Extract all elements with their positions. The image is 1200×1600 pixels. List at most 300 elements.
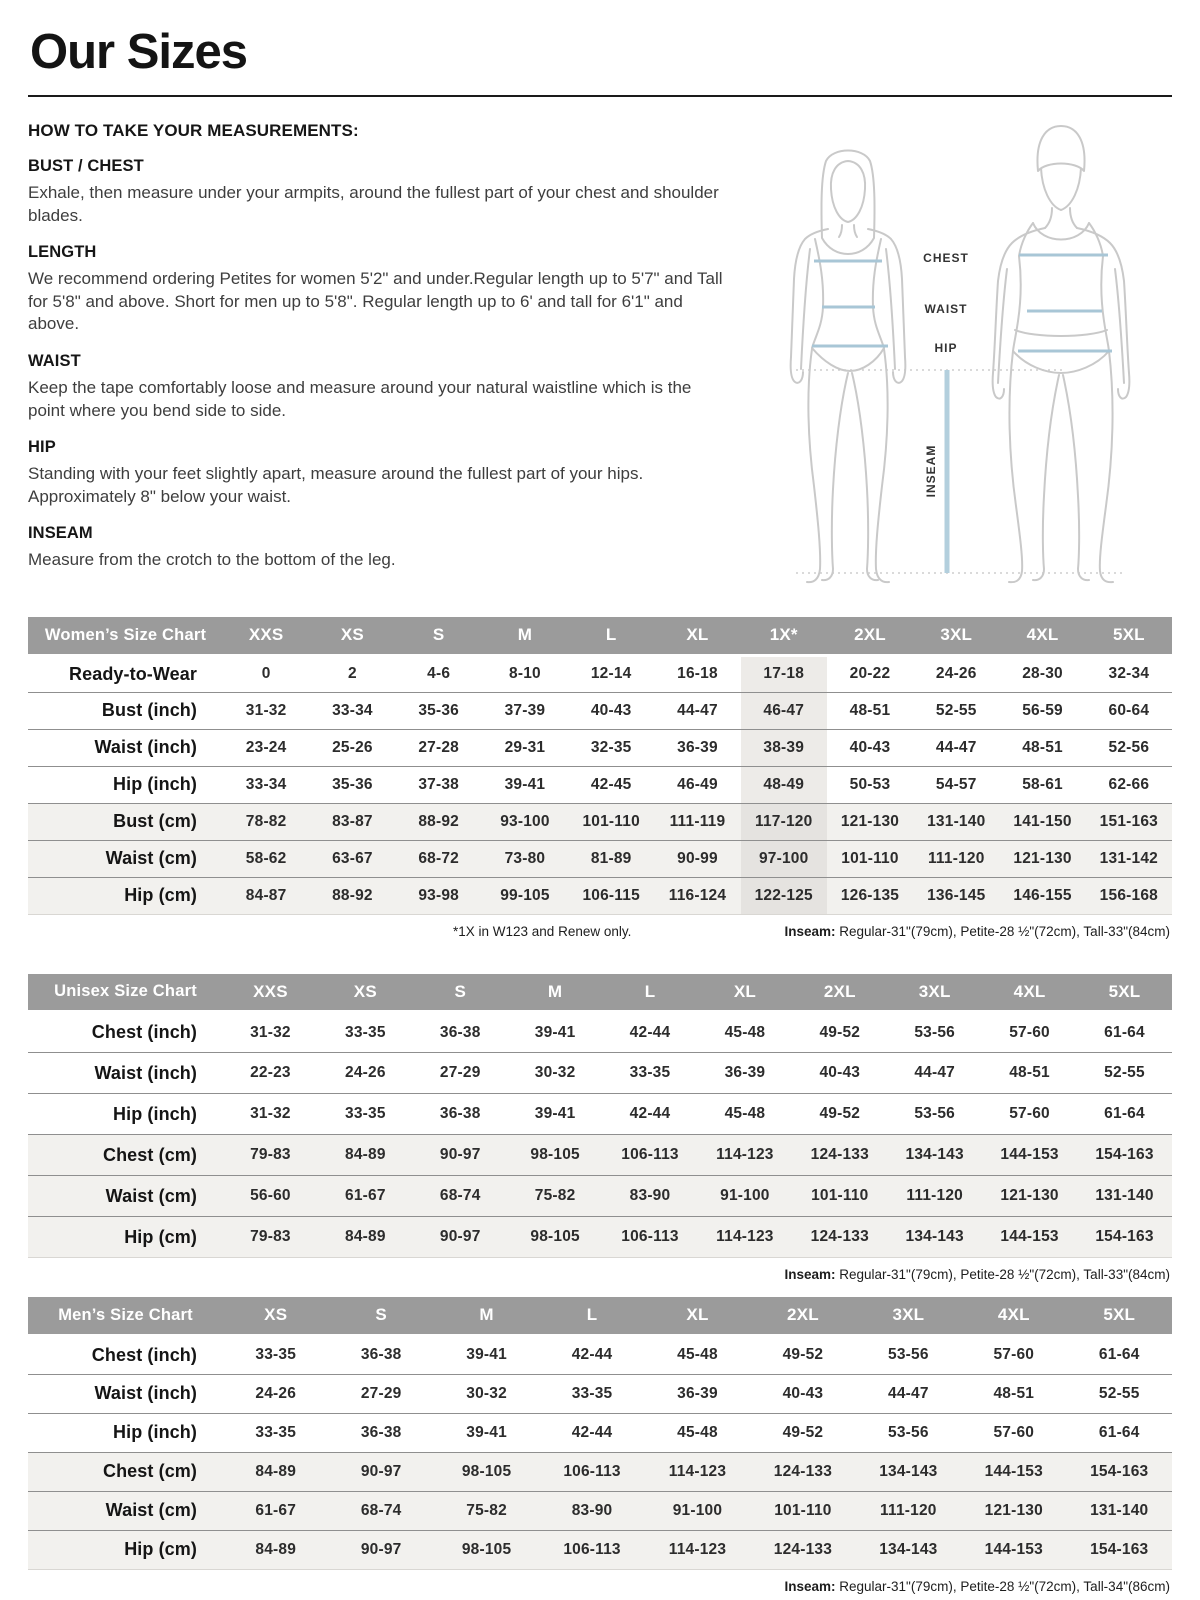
footnote-inseam-label: Inseam:	[784, 1578, 836, 1594]
table-row	[28, 803, 1172, 840]
footnote-inseam: Inseam: Regular-31"(79cm), Petite-28 ½"(72cm), Tall-33"(84cm)	[784, 923, 1170, 939]
size-cell: 91-100	[697, 1176, 792, 1217]
column-header: XL	[697, 974, 792, 1012]
size-cell: 36-38	[439, 1105, 481, 1122]
table-row	[28, 1413, 1172, 1452]
table-row	[28, 1176, 1172, 1217]
size-cell: 24-26	[345, 1064, 386, 1081]
section-body: Exhale, then measure under your armpits, around the fullest part of your chest and shoulder blades.	[28, 183, 719, 225]
column-header: 5XL	[1077, 974, 1172, 1012]
row-label: Waist (inch)	[94, 737, 197, 757]
size-cell: 121-130	[961, 1491, 1066, 1530]
size-cell: 33-34	[245, 775, 287, 793]
size-cell: 46-49	[677, 775, 718, 793]
section-title: BUST / CHEST	[28, 157, 144, 175]
size-cell: 144-153	[961, 1530, 1066, 1569]
footnote-inseam: Inseam: Regular-31"(79cm), Petite-28 ½"(72cm), Tall-33"(84cm)	[784, 1267, 1170, 1282]
size-cell: 42-44	[629, 1023, 671, 1041]
size-cell: 30-32	[466, 1384, 507, 1402]
size-cell: 141-150	[999, 803, 1085, 840]
section-inseam	[28, 524, 728, 572]
table-row	[28, 1491, 1172, 1530]
size-cell: 24-26	[935, 665, 977, 682]
size-cell: 0	[261, 665, 271, 682]
row-label: Waist (cm)	[28, 1176, 223, 1217]
section-bust-chest	[28, 157, 728, 227]
size-cell: 75-82	[434, 1491, 539, 1530]
column-header: XXS	[223, 974, 318, 1012]
table-footnotes	[28, 1579, 1172, 1599]
section-body: Measure from the crotch to the bottom of the leg.	[28, 550, 396, 570]
size-cell: 33-35	[345, 1105, 386, 1122]
size-cell: 90-99	[654, 840, 740, 877]
row-label: Hip (cm)	[28, 1530, 223, 1569]
size-cell: 83-87	[309, 803, 395, 840]
table-row	[28, 1217, 1172, 1258]
column-header: XL	[654, 617, 740, 655]
size-cell: 84-89	[223, 1452, 328, 1491]
size-cell: 49-52	[819, 1023, 861, 1041]
size-cell: 144-153	[982, 1217, 1077, 1258]
size-cell: 124-133	[792, 1135, 887, 1176]
size-cell: 33-35	[255, 1423, 297, 1441]
size-cell: 25-26	[332, 738, 373, 756]
size-cell: 131-140	[1077, 1176, 1172, 1217]
size-cell: 90-97	[328, 1452, 433, 1491]
table-row	[28, 877, 1172, 914]
size-cell: 73-80	[482, 840, 568, 877]
size-cell: 61-64	[1104, 1023, 1145, 1041]
size-cell: 31-32	[245, 701, 287, 719]
size-cell: 151-163	[1086, 803, 1172, 840]
size-cell: 42-44	[571, 1346, 613, 1363]
size-cell: 58-62	[223, 840, 309, 877]
unisex-size-chart	[28, 974, 1172, 1259]
footnote-inseam-label: Inseam:	[784, 923, 836, 939]
size-cell: 98-105	[508, 1135, 603, 1176]
column-header: S	[328, 1297, 433, 1335]
size-cell: 146-155	[999, 877, 1085, 914]
size-cell: 58-61	[1022, 775, 1063, 793]
size-cell: 134-143	[887, 1217, 982, 1258]
row-label: Bust (inch)	[101, 700, 197, 720]
size-cell: 88-92	[309, 877, 395, 914]
row-label: Hip (inch)	[113, 1422, 197, 1442]
table-row	[28, 729, 1172, 766]
column-header: 2XL	[827, 617, 913, 655]
size-cell: 84-89	[318, 1135, 413, 1176]
size-cell: 98-105	[434, 1530, 539, 1569]
size-cell: 106-113	[603, 1135, 698, 1176]
woman-figure	[791, 151, 906, 583]
size-cell: 83-90	[603, 1176, 698, 1217]
size-cell: 49-52	[782, 1346, 824, 1363]
size-cell: 154-163	[1067, 1530, 1173, 1569]
intro-row	[28, 119, 1172, 599]
size-cell: 154-163	[1077, 1135, 1172, 1176]
size-cell: 63-67	[309, 840, 395, 877]
row-label: Waist (cm)	[28, 840, 223, 877]
table-title: Women’s Size Chart	[28, 617, 223, 655]
size-cell: 136-145	[913, 877, 999, 914]
woman-torso-sides	[812, 239, 884, 348]
table-footnotes	[28, 924, 1172, 944]
size-cell: 90-97	[328, 1530, 433, 1569]
mens-size-chart-section	[28, 1297, 1172, 1599]
section-title: WAIST	[28, 352, 81, 371]
table-row	[28, 1135, 1172, 1176]
size-cell: 78-82	[223, 803, 309, 840]
man-left-leg-outer	[1009, 351, 1022, 582]
size-cell: 60-64	[1108, 701, 1150, 719]
column-header: 2XL	[750, 1297, 855, 1335]
size-cell: 39-41	[466, 1346, 507, 1363]
size-cell: 22-23	[250, 1064, 291, 1081]
size-cell: 52-55	[1098, 1384, 1140, 1402]
size-cell: 84-87	[223, 877, 309, 914]
woman-left-leg-outer	[807, 349, 820, 582]
size-cell: 117-120	[741, 803, 827, 840]
size-cell: 90-97	[413, 1217, 508, 1258]
table-row	[28, 655, 1172, 692]
size-cell: 24-26	[255, 1384, 297, 1402]
size-cell: 44-47	[914, 1064, 955, 1081]
row-label: Waist (inch)	[94, 1383, 197, 1403]
size-cell: 154-163	[1067, 1452, 1173, 1491]
size-cell: 27-29	[439, 1064, 481, 1081]
size-cell: 20-22	[849, 665, 891, 682]
size-cell: 114-123	[697, 1135, 792, 1176]
row-label: Waist (cm)	[28, 1491, 223, 1530]
row-label: Bust (cm)	[28, 803, 223, 840]
size-cell: 40-43	[849, 738, 891, 756]
size-cell: 33-35	[345, 1023, 386, 1041]
size-cell: 126-135	[827, 877, 913, 914]
size-cell: 52-55	[935, 701, 977, 719]
size-cell: 40-43	[782, 1384, 824, 1402]
section-title: LENGTH	[28, 243, 97, 262]
man-left-arm-inner	[998, 269, 1007, 383]
size-cell: 124-133	[750, 1452, 855, 1491]
size-cell: 91-100	[645, 1491, 750, 1530]
size-cell: 42-44	[571, 1423, 613, 1441]
size-cell: 8-10	[509, 665, 541, 682]
size-cell: 68-74	[413, 1176, 508, 1217]
man-tank-hem	[1015, 330, 1107, 336]
size-cell: 27-28	[418, 738, 459, 756]
section-waist	[28, 352, 728, 422]
size-cell: 48-51	[1022, 738, 1063, 756]
size-cell: 48-51	[1009, 1064, 1050, 1081]
size-cell: 44-47	[888, 1384, 929, 1402]
column-header: 4XL	[982, 974, 1077, 1012]
size-cell: 32-35	[590, 738, 632, 756]
table-row	[28, 692, 1172, 729]
column-header: XS	[318, 974, 413, 1012]
section-title: HIP	[28, 438, 56, 457]
size-cell: 33-35	[629, 1064, 671, 1081]
size-cell: 42-45	[590, 775, 632, 793]
size-cell: 57-60	[993, 1346, 1035, 1363]
table-row	[28, 1374, 1172, 1413]
size-cell: 81-89	[568, 840, 654, 877]
size-cell: 36-38	[360, 1346, 402, 1363]
unisex-size-chart-section	[28, 974, 1172, 1288]
section-body: Keep the tape comfortably loose and measure around your natural waistline which is the point where you bend side to side.	[28, 378, 692, 420]
size-cell: 32-34	[1108, 665, 1150, 682]
column-header: 1X*	[741, 617, 827, 655]
row-label: Ready-to-Wear	[69, 663, 197, 684]
size-cell: 114-123	[645, 1452, 750, 1491]
size-cell: 23-24	[245, 738, 287, 756]
size-cell: 45-48	[724, 1105, 766, 1122]
size-cell: 31-32	[250, 1105, 291, 1122]
body-figures-illustration	[748, 121, 1172, 599]
inseam-label: INSEAM	[924, 444, 938, 498]
womens-size-chart-section	[28, 617, 1172, 944]
man-tank-neckline	[1033, 223, 1089, 240]
size-cell: 124-133	[792, 1217, 887, 1258]
size-cell: 36-38	[439, 1023, 481, 1041]
size-cell: 53-56	[888, 1423, 929, 1441]
table-title: Men’s Size Chart	[28, 1297, 223, 1335]
column-header: 4XL	[961, 1297, 1066, 1335]
table-row	[28, 766, 1172, 803]
size-cell: 144-153	[982, 1135, 1077, 1176]
column-header: XS	[309, 617, 395, 655]
footnote-inseam-label: Inseam:	[784, 1267, 836, 1282]
size-cell: 154-163	[1077, 1217, 1172, 1258]
size-cell: 49-52	[819, 1105, 861, 1122]
man-left-leg-inner	[1033, 375, 1059, 580]
row-label: Hip (cm)	[28, 1217, 223, 1258]
table-row	[28, 1452, 1172, 1491]
size-cell: 56-60	[223, 1176, 318, 1217]
row-label: Chest (inch)	[91, 1344, 197, 1365]
size-cell: 36-39	[724, 1064, 766, 1081]
size-cell: 101-110	[827, 840, 913, 877]
size-cell: 101-110	[568, 803, 654, 840]
measurement-diagram	[748, 121, 1172, 599]
size-cell: 37-39	[504, 701, 546, 719]
size-cell: 48-49	[741, 766, 827, 803]
row-label: Hip (cm)	[28, 877, 223, 914]
table-row	[28, 840, 1172, 877]
size-cell: 50-53	[849, 775, 891, 793]
column-header: 5XL	[1067, 1297, 1173, 1335]
chest-label: CHEST	[923, 251, 969, 265]
size-cell: 33-34	[332, 701, 373, 719]
size-cell: 46-47	[741, 692, 827, 729]
column-header: 3XL	[887, 974, 982, 1012]
size-cell: 61-64	[1098, 1346, 1140, 1363]
size-cell: 53-56	[888, 1346, 929, 1363]
size-cell: 99-105	[482, 877, 568, 914]
row-label: Chest (cm)	[28, 1452, 223, 1491]
howto-heading: HOW TO TAKE YOUR MEASUREMENTS:	[28, 121, 359, 140]
size-cell: 98-105	[434, 1452, 539, 1491]
size-cell: 106-113	[539, 1452, 644, 1491]
man-hair	[1037, 126, 1084, 171]
size-cell: 121-130	[982, 1176, 1077, 1217]
section-body: We recommend ordering Petites for women 5'2" and under.Regular length up to 5'7" and Tall for 5'8" and above. Short for men up to 5'8". Regular length up to 6' and tall for 6'1" and above.	[28, 269, 723, 334]
size-cell: 35-36	[332, 775, 373, 793]
size-cell: 134-143	[856, 1530, 961, 1569]
size-cell: 116-124	[654, 877, 740, 914]
size-cell: 57-60	[993, 1423, 1035, 1441]
size-cell: 38-39	[741, 729, 827, 766]
size-cell: 156-168	[1086, 877, 1172, 914]
row-label: Hip (inch)	[113, 774, 197, 794]
measurement-instructions	[28, 119, 748, 572]
size-cell: 131-140	[1067, 1491, 1173, 1530]
size-cell: 57-60	[1009, 1105, 1050, 1122]
size-cell: 93-100	[482, 803, 568, 840]
size-cell: 45-48	[677, 1346, 718, 1363]
size-cell: 75-82	[508, 1176, 603, 1217]
size-cell: 61-64	[1098, 1423, 1140, 1441]
size-cell: 16-18	[677, 665, 718, 682]
size-cell: 49-52	[782, 1423, 824, 1441]
size-cell: 48-51	[849, 701, 891, 719]
size-cell: 42-44	[629, 1105, 671, 1122]
size-cell: 29-31	[504, 738, 546, 756]
size-cell: 31-32	[250, 1023, 291, 1041]
size-cell: 39-41	[466, 1423, 507, 1441]
size-cell: 53-56	[914, 1023, 955, 1041]
mens-size-chart	[28, 1297, 1172, 1570]
size-cell: 36-38	[360, 1423, 402, 1441]
column-header: XS	[223, 1297, 328, 1335]
size-cell: 48-51	[993, 1384, 1035, 1402]
size-cell: 39-41	[504, 775, 546, 793]
size-cell: 122-125	[741, 877, 827, 914]
size-cell: 111-119	[654, 803, 740, 840]
size-cell: 33-35	[571, 1384, 613, 1402]
size-cell: 17-18	[741, 655, 827, 692]
column-header: S	[396, 617, 482, 655]
column-header: M	[482, 617, 568, 655]
woman-right-leg-inner	[852, 373, 878, 580]
woman-briefs	[812, 348, 884, 371]
size-cell: 93-98	[396, 877, 482, 914]
size-cell: 4-6	[427, 665, 451, 682]
column-header: L	[539, 1297, 644, 1335]
size-cell: 39-41	[534, 1023, 576, 1041]
footnote-1x-note: *1X in W123 and Renew only.	[453, 923, 632, 939]
size-cell: 90-97	[413, 1135, 508, 1176]
size-cell: 27-29	[360, 1384, 402, 1402]
size-cell: 61-64	[1104, 1105, 1145, 1122]
section-hip	[28, 438, 728, 508]
size-cell: 134-143	[856, 1452, 961, 1491]
size-cell: 79-83	[223, 1135, 318, 1176]
size-cell: 30-32	[534, 1064, 576, 1081]
size-cell: 121-130	[999, 840, 1085, 877]
size-cell: 83-90	[539, 1491, 644, 1530]
size-cell: 131-142	[1086, 840, 1172, 877]
table-row	[28, 1012, 1172, 1053]
size-cell: 40-43	[590, 701, 632, 719]
size-cell: 106-113	[539, 1530, 644, 1569]
column-header: 4XL	[999, 617, 1085, 655]
size-cell: 79-83	[223, 1217, 318, 1258]
size-cell: 101-110	[792, 1176, 887, 1217]
size-cell: 68-72	[396, 840, 482, 877]
size-cell: 111-120	[913, 840, 999, 877]
size-cell: 56-59	[1022, 701, 1063, 719]
section-length	[28, 243, 728, 336]
man-right-arm-inner	[1115, 269, 1124, 383]
size-cell: 28-30	[1022, 665, 1063, 682]
size-cell: 37-38	[418, 775, 459, 793]
column-header: XL	[645, 1297, 750, 1335]
size-cell: 36-39	[677, 1384, 718, 1402]
table-title: Unisex Size Chart	[28, 974, 223, 1012]
row-label: Hip (inch)	[113, 1103, 197, 1124]
man-figure	[993, 126, 1130, 582]
woman-right-leg-outer	[876, 349, 889, 582]
size-cell: 54-57	[935, 775, 977, 793]
size-cell: 57-60	[1009, 1023, 1050, 1041]
column-header: S	[413, 974, 508, 1012]
column-header: M	[434, 1297, 539, 1335]
size-cell: 44-47	[677, 701, 718, 719]
table-row	[28, 1335, 1172, 1374]
woman-left-arm-inner	[801, 249, 810, 369]
title-divider	[28, 95, 1172, 97]
table-footnotes	[28, 1267, 1172, 1287]
size-cell: 36-39	[677, 738, 718, 756]
size-cell: 62-66	[1108, 775, 1150, 793]
size-cell: 61-67	[223, 1491, 328, 1530]
size-cell: 114-123	[697, 1217, 792, 1258]
size-cell: 61-67	[318, 1176, 413, 1217]
size-cell: 39-41	[534, 1105, 576, 1122]
size-cell: 2	[347, 665, 357, 682]
size-cell: 45-48	[677, 1423, 718, 1441]
size-cell: 106-113	[603, 1217, 698, 1258]
hip-label: HIP	[934, 341, 958, 355]
size-cell: 111-120	[856, 1491, 961, 1530]
size-cell: 97-100	[741, 840, 827, 877]
size-cell: 84-89	[318, 1217, 413, 1258]
size-cell: 114-123	[645, 1530, 750, 1569]
size-cell: 35-36	[418, 701, 459, 719]
size-cell: 111-120	[887, 1176, 982, 1217]
row-label: Chest (inch)	[91, 1022, 197, 1042]
column-header: 5XL	[1086, 617, 1172, 655]
row-label: Chest (cm)	[28, 1135, 223, 1176]
column-header: L	[568, 617, 654, 655]
page-title: Our Sizes	[30, 25, 248, 79]
size-cell: 121-130	[827, 803, 913, 840]
size-cell: 44-47	[935, 738, 977, 756]
column-header: 3XL	[856, 1297, 961, 1335]
table-row	[28, 1094, 1172, 1135]
size-cell: 12-14	[590, 665, 632, 682]
size-cell: 88-92	[396, 803, 482, 840]
man-right-leg-outer	[1100, 351, 1113, 582]
size-cell: 68-74	[328, 1491, 433, 1530]
footnote-inseam: Inseam: Regular-31"(79cm), Petite-28 ½"(72cm), Tall-34"(86cm)	[784, 1578, 1170, 1594]
table-row	[28, 1530, 1172, 1569]
size-cell: 106-115	[568, 877, 654, 914]
section-body: Standing with your feet slightly apart, measure around the fullest part of your hips. Approximately 8" below your waist.	[28, 464, 644, 506]
column-header: M	[508, 974, 603, 1012]
column-header: L	[603, 974, 698, 1012]
size-cell: 33-35	[255, 1346, 297, 1363]
